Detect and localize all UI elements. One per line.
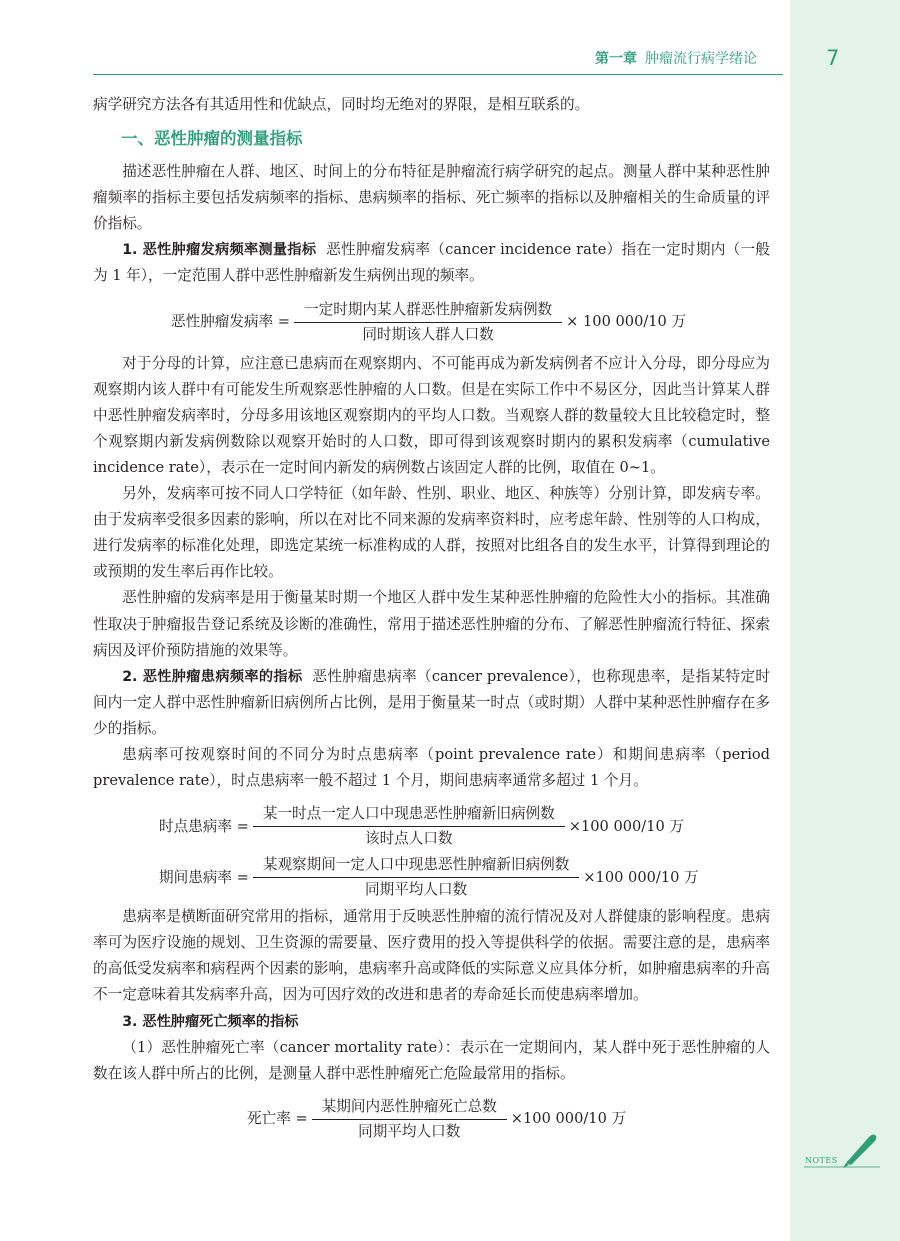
chapter-title: 肿瘤流行病学绪论 [645,51,757,67]
page-number: 7 [826,46,840,70]
paragraph-specific-rate: 另外，发病率可按不同人口学特征（如年龄、性别、职业、地区、种族等）分别计算，即发病专率。由于发病率受很多因素的影响，所以在对比不同来源的发病率资料时，应考虑年龄、性别等的人口构成，进行发病率的标准化处理，即选定某统一标准构成的人群，按照对比组各自的发生水平，计算得到理论的或预期的发生率后再作比较。 [93,485,770,581]
formula-multiplier: × 100 000/10 万 [566,313,687,331]
paragraph-prevalence-use: 患病率是横断面研究常用的指标，通常用于反映恶性肿瘤的流行情况及对人群健康的影响程度。患病率可为医疗设施的规划、卫生资源的需要量、医疗费用的投入等提供科学的依据。需要注意的是，患病率的高低受发病率和病程两个因素的影响，患病率升高或降低的实际意义应具体分析，如肿瘤患病率的升高不一定意味着其发病率升高，因为可因疗效的改进和患者的寿命延长而使患病率增加。 [93,908,770,1004]
subsection-title-prevalence: 2. 恶性肿瘤患病频率的指标 [122,668,303,685]
notes-badge [802,1130,882,1170]
running-header [93,48,783,75]
formula-denominator: 同时期该人群人口数 [362,325,494,343]
paragraph-prevalence-types: 患病率可按观察时间的不同分为时点患病率（point prevalence rate）和期间患病率（period prevalence rate），时点患病率一般不超过 1 个月，期间患病率通常多超过 1 个月。 [93,745,770,790]
chapter-number: 第一章 [595,51,637,67]
paragraph-incidence-use: 恶性肿瘤的发病率是用于衡量某时期一个地区人群中发生某种恶性肿瘤的危险性大小的指标。其准确性取决于肿瘤报告登记系统及诊断的准确性，常用于描述恶性肿瘤的分布、了解恶性肿瘤流行特征、探索病因及评价预防措施的效果等。 [93,589,770,659]
formula-mortality [247,1095,770,1144]
formula-fraction [253,802,565,851]
formula-numerator: 某观察期间一定人口中现患恶性肿瘤新旧病例数 [253,853,579,878]
formula-multiplier: ×100 000/10 万 [510,1110,627,1128]
paragraph-mortality: （1）恶性肿瘤死亡率（cancer mortality rate）：表示在一定期间内，某人群中死于恶性肿瘤的人数在该人群中所占的比例，是测量人群中恶性肿瘤死亡危险最常用的指标。 [93,1038,770,1082]
subsection-title-incidence: 1. 恶性肿瘤发病频率测量指标 [122,242,317,259]
paragraph-intro: 描述恶性肿瘤在人群、地区、时间上的分布特征是肿瘤流行病学研究的起点。测量人群中某种恶性肿瘤频率的指标主要包括发病频率的指标、患病频率的指标、死亡频率的指标以及肿瘤相关的生命质量的评价指标。 [93,163,770,233]
paragraph-mortality-heading [93,1009,770,1035]
formula-incidence [171,298,770,347]
formula-period-prevalence [159,853,770,902]
paragraph-denominator: 对于分母的计算，应注意已患病而在观察期内、不可能再成为新发病例者不应计入分母，即分母应为观察期内该人群中有可能发生所观察恶性肿瘤的人口数。但是在实际工作中不易区分，因此当计算某人群中恶性肿瘤发病率时，分母多用该地区观察期内的平均人口数。当观察人群的数量较大且比较稳定时，整个观察期内新发病例数除以观察开始时的人口数，即可得到该观察时期内的累积发病率（cumulative incidence rate），表示在一定时间内新发的病例数占该固定人群的比例，取值在 0~1。 [93,354,770,476]
paragraph-incidence [93,237,770,289]
pen-icon [802,1130,882,1170]
formula-denominator: 该时点人口数 [365,830,453,848]
notes-label: NOTES [805,1156,838,1165]
formula-numerator: 一定时期内某人群恶性肿瘤新发病例数 [294,298,562,323]
formula-label: 恶性肿瘤发病率 = [171,313,291,331]
formula-numerator: 某期间内恶性肿瘤死亡总数 [312,1095,507,1120]
formula-denominator: 同期平均人口数 [358,1122,461,1140]
formula-numerator: 某一时点一定人口中现患恶性肿瘤新旧病例数 [253,802,565,827]
formula-label: 时点患病率 = [159,817,249,835]
prevalence-definition: 恶性肿瘤患病率（cancer prevalence），也称现患率，是指某特定时间内一定人群中恶性肿瘤新旧病例所占比例，是用于衡量某一时点（或时期）人群中某种恶性肿瘤存在多少的指标。 [93,667,770,737]
formula-denominator: 同期平均人口数 [365,881,468,899]
chapter-heading [595,48,757,68]
formula-fraction [312,1095,507,1144]
paragraph-continued: 病学研究方法各有其适用性和优缺点，同时均无绝对的界限，是相互联系的。 [93,96,590,113]
page-body [93,92,770,1144]
margin-sidebar [790,0,900,1241]
incidence-definition: 恶性肿瘤发病率（cancer incidence rate）指在一定时期内（一般为 1 年），一定范围人群中恶性肿瘤新发生病例出现的频率。 [93,241,770,285]
formula-label: 死亡率 = [247,1110,308,1128]
formula-fraction [253,853,579,902]
paragraph-prevalence [93,664,770,742]
formula-point-prevalence [159,802,770,851]
formula-label: 期间患病率 = [159,868,249,886]
section-title: 一、恶性肿瘤的测量指标 [121,129,303,149]
subsection-title-mortality: 3. 恶性肿瘤死亡频率的指标 [122,1013,299,1030]
formula-multiplier: ×100 000/10 万 [583,868,699,886]
formula-multiplier: ×100 000/10 万 [568,817,685,835]
formula-fraction [294,298,562,347]
